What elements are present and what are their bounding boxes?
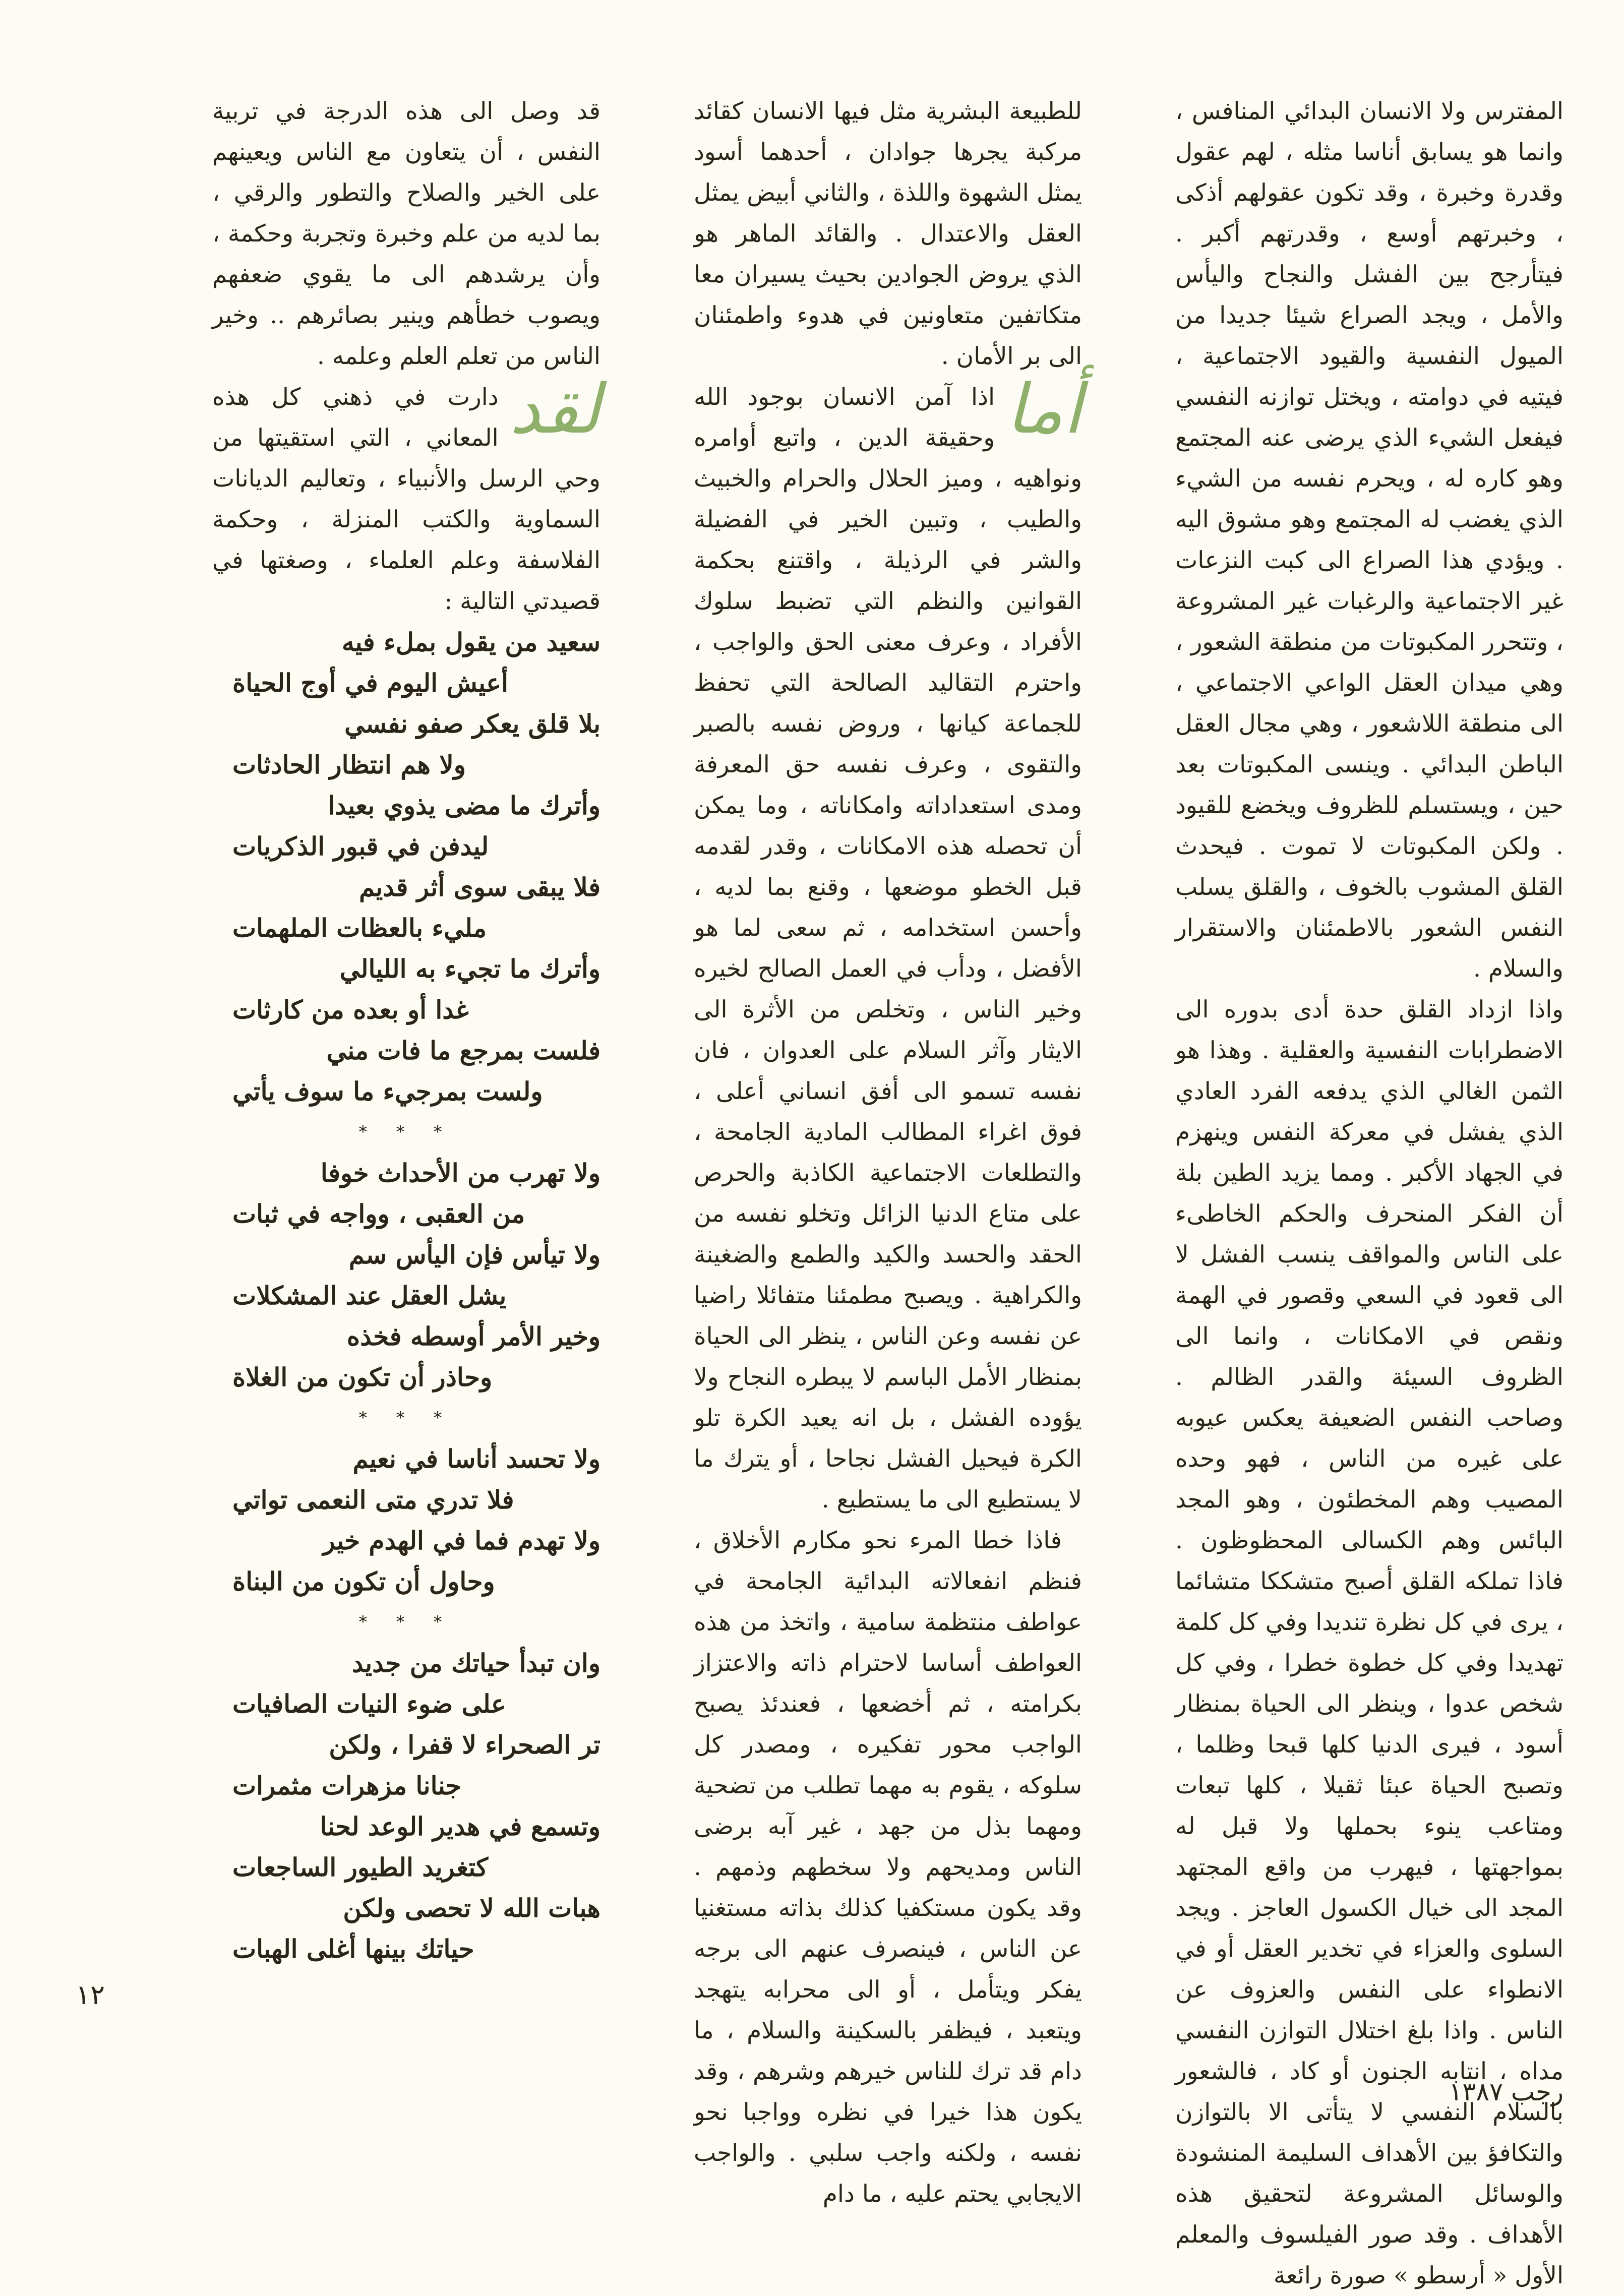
article-paragraph: المفترس ولا الانسان البدائي المنافس ، وانما هو يسابق أناسا مثله ، لهم عقول وقدرة وخبرة ، وقد تكون عقولهم أذكى ، وخبرتهم أوسع ، وقدرتهم أكبر . فيتأرجح بين الفشل والنجاح واليأس والأمل ، ويجد الصراع شيئا جديدا من الميول النفسية والقيود الاجتماعية ، فيتيه في دوامته ، ويختل توازنه النفسي فيفعل الشيء الذي يرضى عنه المجتمع وهو كاره له ، ويحرم نفسه من الشيء الذي يغضب له المجتمع وهو مشوق اليه . ويؤدي هذا الصراع الى كبت النزعات غير الاجتماعية والرغبات غير المشروعة ، وتتحرر المكبوتات من منطقة الشعور ، وهي ميدان العقل الواعي الاجتماعي ، الى منطقة اللاشعور ، وهي مجال العقل الباطن البدائي . وينسى المكبوتات بعد حين ، ويستسلم للظروف ويخضع للقيود . ولكن المكبوتات لا تموت . فيحدث القلق المشوب بالخوف ، والقلق يسلب النفس الشعور بالاطمئنان والاستقرار والسلام . [1175, 97, 1563, 983]
poem-verse: وحاذر أن تكون من الغلاة [232, 1362, 493, 1392]
drop-cap: لقد [509, 370, 600, 449]
poem-stanza-4 [212, 1643, 600, 1969]
poem-verse: ولا تهرب من الأحداث خوفا [320, 1158, 600, 1188]
article-paragraph [212, 370, 600, 622]
article-column-1 [1175, 91, 1563, 2296]
poem-verse: وأترك ما تجيء به الليالي [339, 954, 600, 984]
poem-verse: حياتك بينها أغلى الهبات [232, 1934, 474, 1964]
poem-verse: بلا قلق يعكر صفو نفسي [344, 709, 600, 739]
poem-verse: فلا يبقى سوى أثر قديم [359, 872, 600, 902]
poem-verse: هبات الله لا تحصى ولكن [343, 1893, 600, 1923]
poem-verse: على ضوء النيات الصافيات [232, 1689, 506, 1719]
poem-stanza-3 [212, 1438, 600, 1602]
stanza-separator: * * * [358, 1122, 454, 1141]
poem-verse: فلا تدري متى النعمى تواتي [232, 1485, 514, 1515]
stanza-separator: * * * [358, 1612, 454, 1632]
article-paragraph: واذا ازداد القلق حدة أدى بدوره الى الاضطرابات النفسية والعقلية . وهذا هو الثمن الغالي الذي يدفعه الفرد العادي الذي يفشل في معركة النفس وينهزم في الجهاد الأكبر . ومما يزيد الطين بلة أن الفكر المنحرف والحكم الخاطىء على الناس والمواقف ينسب الفشل لا الى قعود في السعي وقصور في الهمة ونقص في الامكانات ، وانما الى الظروف السيئة والقدر الظالم . وصاحب النفس الضعيفة يعكس عيوبه على غيره من الناس ، فهو وحده المصيب وهم المخطئون ، وهو المجد البائس وهم الكسالى المحظوظون . فاذا تملكه القلق أصبح متشككا متشائما ، يرى في كل نظرة تنديدا وفي كل كلمة تهديدا وفي كل خطوة خطرا ، وفي كل شخص عدوا ، وينظر الى الحياة بمنظار أسود ، فيرى الدنيا كلها قبحا وظلما ، وتصبح الحياة عبئا ثقيلا ، كلها تبعات ومتاعب ينوء بحملها ولا قبل له بمواجهتها ، فيهرب من واقع المجتهد المجد الى خيال الكسول العاجز . ويجد السلوى والعزاء في تخدير العقل أو في الانطواء على النفس والعزوف عن الناس . واذا بلغ اختلال التوازن النفسي مداه ، انتابه الجنون أو كاد ، فالشعور بالسلام النفسي لا يتأتى الا بالتوازن والتكافؤ بين الأهداف السليمة المنشودة والوسائل المشروعة لتحقيق هذه الأهداف . وقد صور الفيلسوف والمعلم الأول « أرسطو » صورة رائعة [1175, 996, 1563, 2289]
poem-verse: غدا أو بعده من كارثات [232, 995, 469, 1024]
poem-stanza-1 [212, 622, 600, 1112]
poem [212, 622, 600, 1969]
poem-verse: يشل العقل عند المشكلات [232, 1281, 507, 1310]
article-paragraph: فاذا خطا المرء نحو مكارم الأخلاق ، فنظم انفعالاته البدائية الجامحة في عواطف منتظمة سامية ، واتخذ من هذه العواطف أساسا لاحترام ذاته والاعتزاز بكرامته ، ثم أخضعها ، فعندئذ يصبح الواجب محور تفكيره ، ومصدر كل سلوكه ، يقوم به مهما تطلب من تضحية ومهما بذل من جهد ، غير آبه برضى الناس ومديحهم ولا سخطهم وذمهم . وقد يكون مستكفيا كذلك بذاته مستغنيا عن الناس ، فينصرف عنهم الى برجه يفكر ويتأمل ، أو الى محرابه يتهجد ويتعبد ، فيظفر بالسكينة والسلام ، ما دام قد ترك للناس خيرهم وشرهم ، وقد يكون هذا خيرا في نظره وواجبا نحو نفسه ، ولكنه واجب سلبي . والواجب الايجابي يحتم عليه ، ما دام [694, 1527, 1082, 2208]
poem-verse: وأترك ما مضى يذوي بعيدا [328, 791, 600, 820]
article-paragraph-text: دارت في ذهني كل هذه المعاني ، التي استقيتها من وحي الرسل والأنبياء ، وتعاليم الديانات السماوية والكتب المنزلة ، وحكمة الفلاسفة وعلم العلماء ، وصغتها في قصيدتي التالية : [212, 383, 600, 615]
poem-verse: ولا تهدم فما في الهدم خير [323, 1526, 600, 1555]
poem-verse: تر الصحراء لا قفرا ، ولكن [329, 1730, 600, 1760]
poem-verse: من العقبى ، وواجه في ثبات [232, 1199, 525, 1229]
article-paragraph: قد وصل الى هذه الدرجة في تربية النفس ، أن يتعاون مع الناس ويعينهم على الخير والصلاح والتطور والرقي ، بما لديه من علم وخبرة وتجربة وحكمة ، وأن يرشدهم الى ما يقوي ضعفهم ويصوب خطأهم وينير بصائرهم .. وخير الناس من تعلم العلم وعلمه . [212, 97, 600, 370]
stanza-separator: * * * [358, 1408, 454, 1427]
poem-verse: ولا تحسد أناسا في نعيم [352, 1444, 600, 1474]
article-paragraph [694, 370, 1082, 1520]
poem-verse: ولا تيأس فإن اليأس سم [348, 1240, 600, 1270]
poem-stanza-2 [212, 1153, 600, 1398]
poem-verse: سعيد من يقول بملء فيه [341, 627, 600, 657]
page-number: ١٢ [76, 1979, 105, 2011]
poem-verse: فلست بمرجع ما فات مني [326, 1036, 600, 1065]
poem-verse: أعيش اليوم في أوج الحياة [232, 668, 508, 698]
poem-verse: وخير الأمر أوسطه فخذه [346, 1321, 600, 1351]
poem-verse: وحاول أن تكون من البناة [232, 1566, 495, 1596]
poem-verse: كتغريد الطيور الساجعات [232, 1852, 489, 1882]
article-column-3 [212, 91, 600, 1969]
poem-verse: ولست بمرجيء ما سوف يأتي [232, 1076, 543, 1106]
poem-verse: ولا هم انتظار الحادثات [232, 750, 466, 779]
article-paragraph: للطبيعة البشرية مثل فيها الانسان كقائد مركبة يجرها جوادان ، أحدهما أسود يمثل الشهوة واللذة ، والثاني أبيض يمثل العقل والاعتدال . والقائد الماهر هو الذي يروض الجوادين بحيث يسيران معا متكاتفين متعاونين في هدوء واطمئنان الى بر الأمان . [694, 97, 1082, 370]
article-paragraph-text: اذا آمن الانسان بوجود الله وحقيقة الدين ، واتبع أوامره ونواهيه ، وميز الحلال والحرام والخبيث والطيب ، وتبين الخير في الفضيلة والشر في الرذيلة ، واقتنع بحكمة القوانين والنظم التي تضبط سلوك الأفراد ، وعرف معنى الحق والواجب ، واحترم التقاليد الصالحة التي تحفظ للجماعة كيانها ، وروض نفسه بالصبر والتقوى ، وعرف نفسه حق المعرفة ومدى استعداداته وامكاناته ، وما يمكن أن تحصله هذه الامكانات ، وقدر لقدمه قبل الخطو موضعها ، وقنع بما لديه ، وأحسن استخدامه ، ثم سعى لما هو الأفضل ، ودأب في العمل الصالح لخيره وخير الناس ، وتخلص من الأثرة الى الايثار وآثر السلام على العدوان ، فان نفسه تسمو الى أفق انساني أعلى ، فوق اغراء المطالب المادية الجامحة ، والتطلعات الاجتماعية الكاذبة والحرص على متاع الدنيا الزائل وتخلو نفسه من الحقد والحسد والكيد والطمع والضغينة والكراهية . ويصبح مطمئنا متفائلا راضيا عن نفسه وعن الناس ، ينظر الى الحياة بمنظار الأمل الباسم لا يبطره النجاح ولا يؤوده الفشل ، بل انه يعيد الكرة تلو الكرة فيحيل الفشل نجاحا ، أو يترك ما لا يستطيع الى ما يستطيع . [694, 383, 1082, 1514]
poem-verse: جنانا مزهرات مثمرات [232, 1771, 461, 1800]
poem-verse: وان تبدأ حياتك من جديد [352, 1648, 600, 1678]
article-column-2 [694, 91, 1082, 2214]
issue-date: رجب ١٣٨٧ [1449, 2077, 1563, 2106]
poem-verse: ليدفن في قبور الذكريات [232, 831, 489, 861]
poem-verse: وتسمع في هدير الوعد لحنا [320, 1811, 600, 1841]
drop-cap: أما [1006, 370, 1082, 449]
poem-verse: مليء بالعظات الملهمات [232, 913, 487, 943]
